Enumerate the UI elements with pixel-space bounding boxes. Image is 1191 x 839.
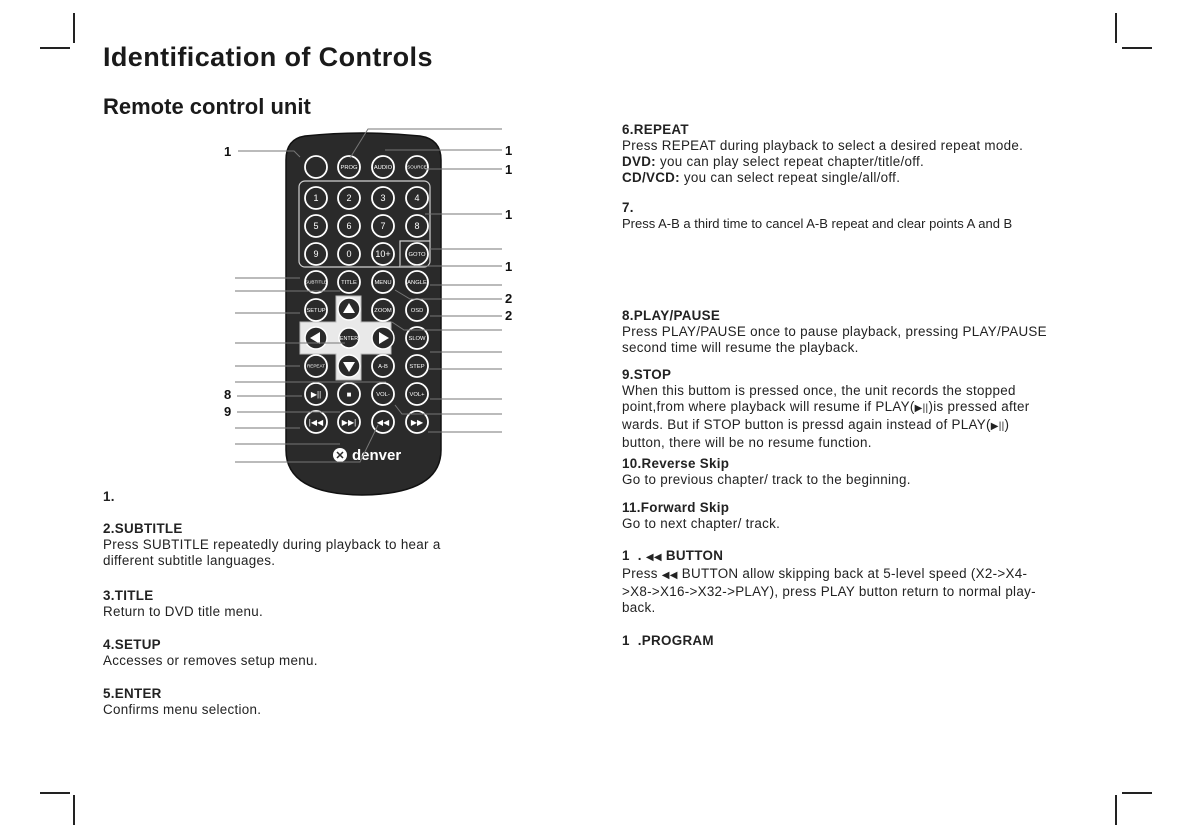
section-title: 7. <box>622 200 634 215</box>
section-title: 3.TITLE <box>103 588 154 603</box>
button-label: 0 <box>346 249 352 260</box>
right-arrow-button[interactable] <box>372 327 394 349</box>
section-1 <box>103 489 115 505</box>
section-program <box>622 633 714 649</box>
section-title: 1 . ◀◀ BUTTON <box>622 548 724 563</box>
rewind-icon: ◀◀ <box>645 552 662 563</box>
button-label: 5 <box>313 221 319 232</box>
callout-label: 9 <box>224 404 232 419</box>
stop-text: point,from where playback will resume if PLAY( <box>622 399 915 414</box>
button-label: 7 <box>380 221 386 232</box>
play-pause-icon: ▶|| <box>914 403 929 414</box>
rewind-text: BUTTON allow skipping back at 5-level speed (X2->X4- <box>681 566 1028 581</box>
stop-text: wards. But if STOP button is pressd again instead of PLAY( <box>622 417 991 432</box>
left-arrow-button[interactable] <box>305 327 327 349</box>
button-next[interactable] <box>338 411 360 433</box>
section-title: 5.ENTER <box>103 686 162 701</box>
button-glyph-icon: ▶▶ <box>410 417 424 427</box>
button-label: 4 <box>414 193 420 204</box>
callout-label: 1 <box>505 143 513 158</box>
dvd-text: you can play select repeat chapter/title/off. <box>655 154 925 169</box>
button-repeat[interactable] <box>305 355 327 377</box>
button-setup[interactable] <box>305 299 327 321</box>
button-label: 10+ <box>375 249 391 260</box>
button-label: GOTO <box>408 252 426 259</box>
cd-text: you can select repeat single/all/off. <box>679 170 901 185</box>
section-title: 11.Forward Skip <box>622 500 730 515</box>
button-n0[interactable] <box>338 243 360 265</box>
section-text <box>622 154 1023 170</box>
section-text <box>622 417 1030 435</box>
button-label: ZOOM <box>374 308 392 315</box>
page-subtitle: Remote control unit <box>103 94 311 119</box>
button-prev[interactable] <box>305 411 327 433</box>
button-label: VOL+ <box>409 392 425 399</box>
section-stop <box>622 367 1030 451</box>
button-label: TITLE <box>341 280 357 287</box>
button-label: REPEAT <box>306 363 326 369</box>
button-ring <box>305 156 327 178</box>
button-n6[interactable] <box>338 215 360 237</box>
button-label: ANGLE <box>407 280 427 287</box>
button-n3[interactable] <box>372 187 394 209</box>
button-goto[interactable] <box>406 243 428 265</box>
button-label: 8 <box>414 221 420 232</box>
callout-label: 1 <box>224 144 232 159</box>
button-subtitle[interactable] <box>305 271 327 293</box>
section-title: 1 .PROGRAM <box>622 633 714 648</box>
section-text: Accesses or removes setup menu. <box>103 653 318 668</box>
section-title: 2.SUBTITLE <box>103 521 183 536</box>
button-n1[interactable] <box>305 187 327 209</box>
button-volminus[interactable] <box>372 383 394 405</box>
section-forward-skip <box>622 500 780 532</box>
rewind-title-prefix: 1 <box>622 548 630 563</box>
button-label: SUBTITLE <box>305 279 327 285</box>
callout-label: 2 <box>505 291 513 306</box>
section-text: second time will resume the playback. <box>622 340 859 355</box>
button-n4[interactable] <box>406 187 428 209</box>
button-audio[interactable] <box>372 156 394 178</box>
button-label: 1 <box>313 193 319 204</box>
section-text: different subtitle languages. <box>103 553 276 568</box>
button-glyph-icon: ▶▶| <box>341 417 357 427</box>
button-n9[interactable] <box>305 243 327 265</box>
section-text <box>622 399 1030 417</box>
button-label: STEP <box>409 364 425 371</box>
section-text: Go to next chapter/ track. <box>622 516 781 531</box>
section-subtitle <box>103 521 441 569</box>
section-text: Press REPEAT during playback to select a desired repeat mode. <box>622 138 1024 153</box>
up-arrow-button[interactable] <box>338 298 360 320</box>
button-glyph-icon: ■ <box>346 389 352 399</box>
button-label: 2 <box>346 193 352 204</box>
button-label: A-B <box>378 364 388 371</box>
section-title: 4.SETUP <box>103 637 161 652</box>
section-title: 1. <box>103 489 115 504</box>
section-repeat <box>622 122 1023 186</box>
page-title: Identification of Controls <box>103 42 433 72</box>
button-angle[interactable] <box>406 271 428 293</box>
stop-text: ) <box>1004 417 1010 432</box>
button-source[interactable] <box>406 156 428 178</box>
button-n5[interactable] <box>305 215 327 237</box>
button-label: 9 <box>313 249 319 260</box>
button-enter[interactable] <box>339 328 359 348</box>
section-title: 10.Reverse Skip <box>622 456 730 471</box>
remote-brand: denver <box>352 447 402 464</box>
section-enter <box>103 686 261 718</box>
button-prog[interactable] <box>338 156 360 178</box>
button-title[interactable] <box>338 271 360 293</box>
button-label: 3 <box>380 193 386 204</box>
button-n10[interactable] <box>372 243 394 265</box>
rewind-title-suffix: BUTTON <box>665 548 724 563</box>
button-label: OSD <box>410 308 424 315</box>
dvd-label: DVD: <box>622 154 656 169</box>
section-rewind <box>622 548 1036 616</box>
button-n8[interactable] <box>406 215 428 237</box>
down-arrow-button[interactable] <box>338 355 360 377</box>
button-label: SLOW <box>408 336 426 343</box>
button-label: SOURCE <box>407 164 427 170</box>
button-menu[interactable] <box>372 271 394 293</box>
section-text: button, there will be no resume function. <box>622 435 872 450</box>
section-title: 6.REPEAT <box>622 122 689 137</box>
button-stop[interactable] <box>338 383 360 405</box>
callout-label: 1 <box>505 259 513 274</box>
section-setup <box>103 637 318 669</box>
section-text: back. <box>622 600 656 615</box>
callout-label: 2 <box>505 308 513 323</box>
button-glyph-icon: ◀◀ <box>376 417 390 427</box>
button-label: 6 <box>346 221 352 232</box>
button-zoom[interactable] <box>372 299 394 321</box>
button-glyph-icon: |◀◀ <box>308 417 324 427</box>
button-n2[interactable] <box>338 187 360 209</box>
section-reverse-skip <box>622 456 911 488</box>
button-label: MENU <box>374 280 392 287</box>
stop-text: )is pressed after <box>928 399 1030 414</box>
button-label: VOL- <box>376 392 390 399</box>
callout-label: 8 <box>224 387 232 402</box>
section-text: Return to DVD title menu. <box>103 604 264 619</box>
callout-label: 1 <box>505 162 513 177</box>
button-label: ENTER <box>339 336 359 342</box>
rewind-icon: ◀◀ <box>661 570 678 581</box>
button-osd[interactable] <box>406 299 428 321</box>
section-text: >X8->X16->X32->PLAY), press PLAY button return to normal play- <box>622 584 1036 599</box>
section-title: 8.PLAY/PAUSE <box>622 308 721 323</box>
section-text: Go to previous chapter/ track to the beginning. <box>622 472 911 487</box>
button-label: SETUP <box>306 308 326 315</box>
button-glyph-icon: ▶|| <box>310 389 322 399</box>
button-ab[interactable] <box>372 355 394 377</box>
button-n7[interactable] <box>372 215 394 237</box>
section-text <box>622 566 1036 584</box>
section-playpause <box>622 308 1047 356</box>
section-text <box>622 170 1023 186</box>
section-text: Confirms menu selection. <box>103 702 262 717</box>
button-power[interactable] <box>305 156 327 178</box>
section-ab <box>622 200 1012 232</box>
button-volplus[interactable] <box>406 383 428 405</box>
section-text: When this buttom is pressed once, the unit records the stopped <box>622 383 1016 398</box>
button-label: AUDIO <box>373 165 393 172</box>
button-play[interactable] <box>305 383 327 405</box>
button-label: PROG <box>340 165 358 172</box>
section-title: 9.STOP <box>622 367 672 382</box>
callout-label: 1 <box>505 207 513 222</box>
button-step[interactable] <box>406 355 428 377</box>
play-pause-icon: ▶|| <box>990 421 1005 432</box>
section-text: Press SUBTITLE repeatedly during playback to hear a <box>103 537 441 552</box>
section-title-menu <box>103 588 263 620</box>
section-text: Press PLAY/PAUSE once to pause playback, pressing PLAY/PAUSE <box>622 324 1047 339</box>
section-text: Press A-B a third time to cancel A-B repeat and clear points A and B <box>622 216 1013 231</box>
cd-label: CD/VCD: <box>622 170 680 185</box>
rewind-text: Press <box>622 566 658 581</box>
